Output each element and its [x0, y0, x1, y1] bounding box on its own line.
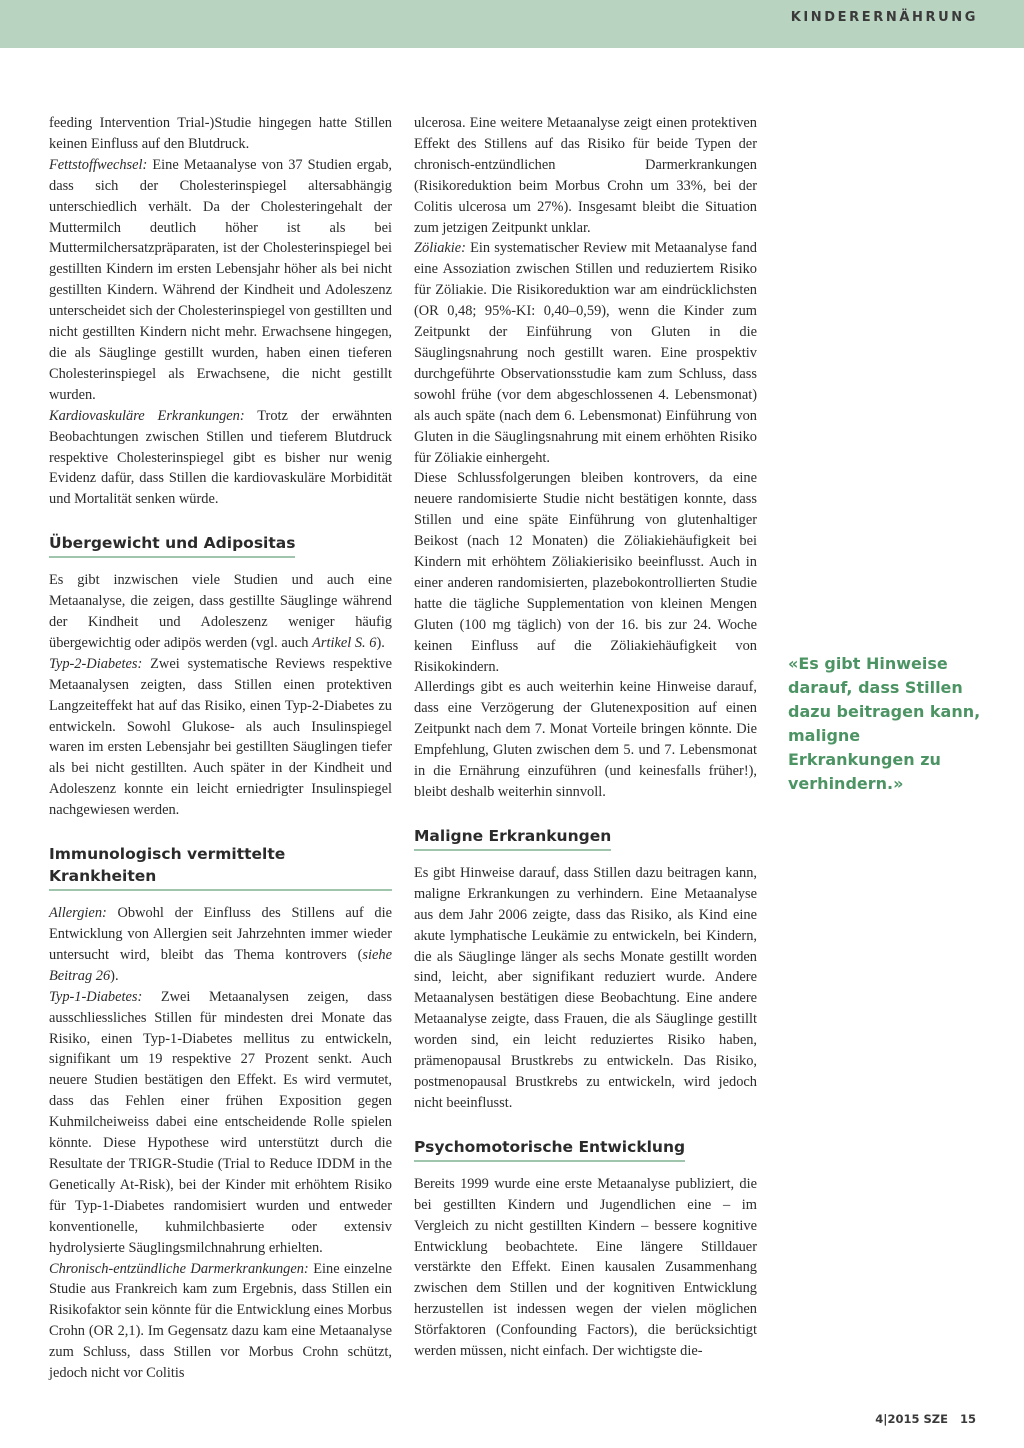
- page-footer: [875, 1412, 976, 1426]
- paragraph-text: Obwohl der Einfluss des Stillens auf die Entwicklung von Allergien seit Jahrzehnten immer wieder untersucht wird, bleibt das Thema kontrovers (: [49, 905, 392, 963]
- paragraph: [49, 1259, 392, 1384]
- paragraph-text: feeding Intervention Trial-)Studie hingegen hatte Stillen keinen Einfluss auf den Blutdruck.: [49, 115, 392, 152]
- paragraph: [49, 987, 392, 1259]
- paragraph-lead: Allergien:: [49, 905, 107, 922]
- section-heading: Immunologisch vermittelte Krankheiten: [49, 843, 392, 891]
- paragraph-text: Eine Metaanalyse von 37 Studien ergab, dass sich der Cholesterinspiegel altersabhängig unterschiedlich verhält. Da der Cholesteringehalt der Muttermilch deutlich höher ist als bei Muttermilchersatzpräparaten, ist der Cholesterinspiegel bei gestillten Kindern im ersten Lebensjahr höher als bei nicht gestillten Kindern. Während der Kindheit und Adoleszenz unterscheidet sich der Cholesterinspiegel von gestillten und nicht gestillten Kindern nicht mehr. Erwachsene hingegen, die als Säuglinge gestillt wurden, haben einen tieferen Cholesterinspiegel als Erwachsene, die nicht gestillt wurden.: [49, 156, 392, 403]
- paragraph: [49, 406, 392, 511]
- issue-number: 4|2015: [875, 1412, 920, 1426]
- paragraph-lead: Fettstoffwechsel:: [49, 156, 148, 173]
- right-column: [414, 113, 757, 1362]
- paragraph: [49, 654, 392, 821]
- paragraph: [414, 113, 757, 238]
- paragraph-text: Trotz der erwähnten Beobachtungen zwischen Stillen und tieferem Blutdruck respektive Cholesterinspiegel gibt es bisher nur wenig Evidenz dafür, dass Stillen die kardiovaskuläre Morbidität und Mortalität senken würde.: [49, 407, 392, 508]
- paragraph-lead: Kardiovaskuläre Erkrankungen:: [49, 407, 245, 424]
- open-quote-mark: «: [788, 654, 799, 673]
- paragraph-lead: Typ-1-Diabetes:: [49, 988, 143, 1005]
- paragraph: [414, 863, 757, 1114]
- section-heading: Übergewicht und Adipositas: [49, 532, 295, 558]
- paragraph: [49, 903, 392, 987]
- paragraph-text: Diese Schlussfolgerungen bleiben kontrovers, da eine neuere randomisierte Studie nicht bestätigen konnte, dass Stillen und eine späte Einführung von glutenhaltiger Beikost (nach 12 Monaten) die Zöliakiehäufigkeit bei Kindern mit erhöhtem Zöliakierisiko beeinflusst. Auch in einer anderen randomisierten, plazebokontrollierten Studie hatte die tägliche Supplementation von kleinen Mengen Gluten (100 mg täglich) von der 16. bis zur 24. Woche keinen Einfluss auf die Zöliakiehäufigkeit von Risikokindern.: [414, 470, 757, 675]
- paragraph-lead: Zöliakie:: [414, 240, 466, 257]
- paragraph-lead: Chronisch-entzündliche Darmerkrankungen:: [49, 1260, 309, 1277]
- left-column: [49, 113, 392, 1384]
- paragraph: [414, 677, 757, 802]
- paragraph-text: Zwei Metaanalysen zeigen, dass ausschliessliches Stillen für mindesten drei Monate das Risiko, einen Typ-1-Diabetes mellitus zu entwickeln, signifikant um 19 respektive 27 Prozent senkt. Auch neuere Studien bestätigen den Effekt. Es wird vermutet, dass das Fehlen einer frühen Exposition gegen Kuhmilcheiweiss dabei eine entscheidende Rolle spielen könnte. Diese Hypothese wird unterstützt durch die Resultate der TRIGR-Studie (Trial to Reduce IDDM in the Genetically At-Risk), bei der Kinder mit erhöhtem Risiko für Typ-1-Diabetes randomisiert wurden und entweder konventionelle, kuhmilchbasierte oder extensiv hydrolysierte Säuglingsmilchnahrung erhielten.: [49, 988, 392, 1256]
- paragraph-text: ).: [110, 967, 119, 984]
- paragraph-text: Es gibt Hinweise darauf, dass Stillen dazu beitragen kann, maligne Erkrankungen zu verhindern. Eine Metaanalyse aus dem Jahr 2006 zeigte, dass das Risiko, als Kind eine akute lymphatische Leukämie zu entwickeln, bei Kindern, die als Säuglinge länger als sechs Monate gestillt worden sind, leicht, aber signifikant reduziert wurde. Andere Metaanalysen bestätigen diese Beobachtung. Eine andere Metaanalyse zeigte, dass Frauen, die als Säuglinge gestillt worden sind, ein leicht reduziertes Risiko haben, prämenopausal Brustkrebs zu entwickeln. Das Risiko, postmenopausal Brustkrebs zu entwickeln, wird jedoch nicht beeinflusst.: [414, 864, 757, 1111]
- paragraph: [414, 468, 757, 677]
- header-bar: [0, 0, 1024, 48]
- paragraph-text: Eine einzelne Studie aus Frankreich kam zum Ergebnis, dass Stillen ein Risikofaktor sein könnte für die Entwicklung eines Morbus Crohn (OR 2,1). Im Gegensatz dazu kam eine Metaanalyse zum Schluss, dass Stillen vor Morbus Crohn schützt, jedoch nicht vor Colitis: [49, 1260, 392, 1382]
- pull-quote: [788, 652, 988, 796]
- article-reference: siehe Beitrag 26: [49, 946, 392, 984]
- journal-abbrev: SZE: [923, 1412, 948, 1426]
- paragraph-text: Allerdings gibt es auch weiterhin keine Hinweise darauf, dass eine Verzögerung der Glutenexposition auf einen Zeitpunkt nach dem 7. Monat Vorteile bringen könnte. Die Empfehlung, Gluten zwischen dem 5. und 7. Lebensmonat in die Ernährung einzuführen (und keinesfalls früher!), bleibt deshalb weiterhin sinnvoll.: [414, 679, 757, 800]
- paragraph: [49, 113, 392, 155]
- close-quote-mark: »: [893, 774, 904, 793]
- section-label: KINDERERNÄHRUNG: [790, 10, 978, 25]
- page-number: 15: [959, 1412, 976, 1426]
- paragraph-text: Es gibt inzwischen viele Studien und auch eine Metaanalyse, die zeigen, dass gestillte Säuglinge während der Kindheit und Adoleszenz weniger häufig übergewichtig oder adipös werden (vgl. auch: [49, 572, 392, 651]
- paragraph-text: ).: [376, 634, 385, 651]
- paragraph-text: ulcerosa. Eine weitere Metaanalyse zeigt einen protektiven Effekt des Stillens auf das Risiko für beide Typen der chronisch-entzündlichen Darmerkrankungen (Risikoreduktion beim Morbus Crohn um 33%, bei der Colitis ulcerosa um 27%). Insgesamt bleibt die Situation zum jetzigen Zeitpunkt unklar.: [414, 115, 757, 236]
- section-heading: Psychomotorische Entwicklung: [414, 1136, 685, 1162]
- paragraph-text: Ein systematischer Review mit Metaanalyse fand eine Assoziation zwischen Stillen und reduziertem Risiko für Zöliakie. Die Risikoreduktion war am eindrücklichsten (OR 0,48; 95%-KI: 0,40–0,59), wenn die Kinder zum Zeitpunkt der Einführung von Gluten in die Säuglingsnahrung noch gestillt waren. Eine prospektiv durchgeführte Observationsstudie kam zum Schluss, dass sowohl frühe (vor dem abgeschlossenen 4. Lebensmonat) als auch späte (nach dem 6. Lebensmonat) Einführung von Gluten in die Säuglingsnahrung mit einem erhöhten Risiko für Zöliakie einhergeht.: [414, 240, 757, 466]
- article-reference: Artikel S. 6: [312, 634, 377, 651]
- paragraph-text: Bereits 1999 wurde eine erste Metaanalyse publiziert, die bei gestillten Kindern und Jugendlichen eine – im Vergleich zu nicht gestillten Kindern – bessere kognitive Entwicklung beobachtete. Eine längere Stilldauer verstärkte den Effekt. Einen kausalen Zusammenhang zwischen dem Stillen und der kognitiven Entwicklung herzustellen ist indessen wegen der vielen möglichen Störfaktoren (Confounding Factors), die berücksichtigt werden müssen, nicht einfach. Der wichtigste die-: [414, 1175, 757, 1360]
- pull-quote-text: Es gibt Hinweise darauf, dass Stillen dazu beitragen kann, maligne Erkrankungen zu verhindern.: [788, 654, 981, 793]
- paragraph-text: Zwei systematische Reviews respektive Metaanalysen zeigten, dass Stillen einen protektiven Langzeiteffekt hat auf das Risiko, einen Typ-2-Diabetes zu entwickeln. Sowohl Glukose- als auch Insulinspiegel waren im ersten Lebensjahr bei gestillten Säuglingen tiefer als bei nicht gestillten. Auch später in der Kindheit und Adoleszenz konnte ein leicht erniedrigter Insulinspiegel nachgewiesen werden.: [49, 655, 392, 819]
- paragraph: [49, 155, 392, 406]
- section-heading: Maligne Erkrankungen: [414, 825, 611, 851]
- paragraph: [49, 570, 392, 654]
- paragraph: [414, 1174, 757, 1362]
- paragraph-lead: Typ-2-Diabetes:: [49, 655, 143, 672]
- paragraph: [414, 238, 757, 468]
